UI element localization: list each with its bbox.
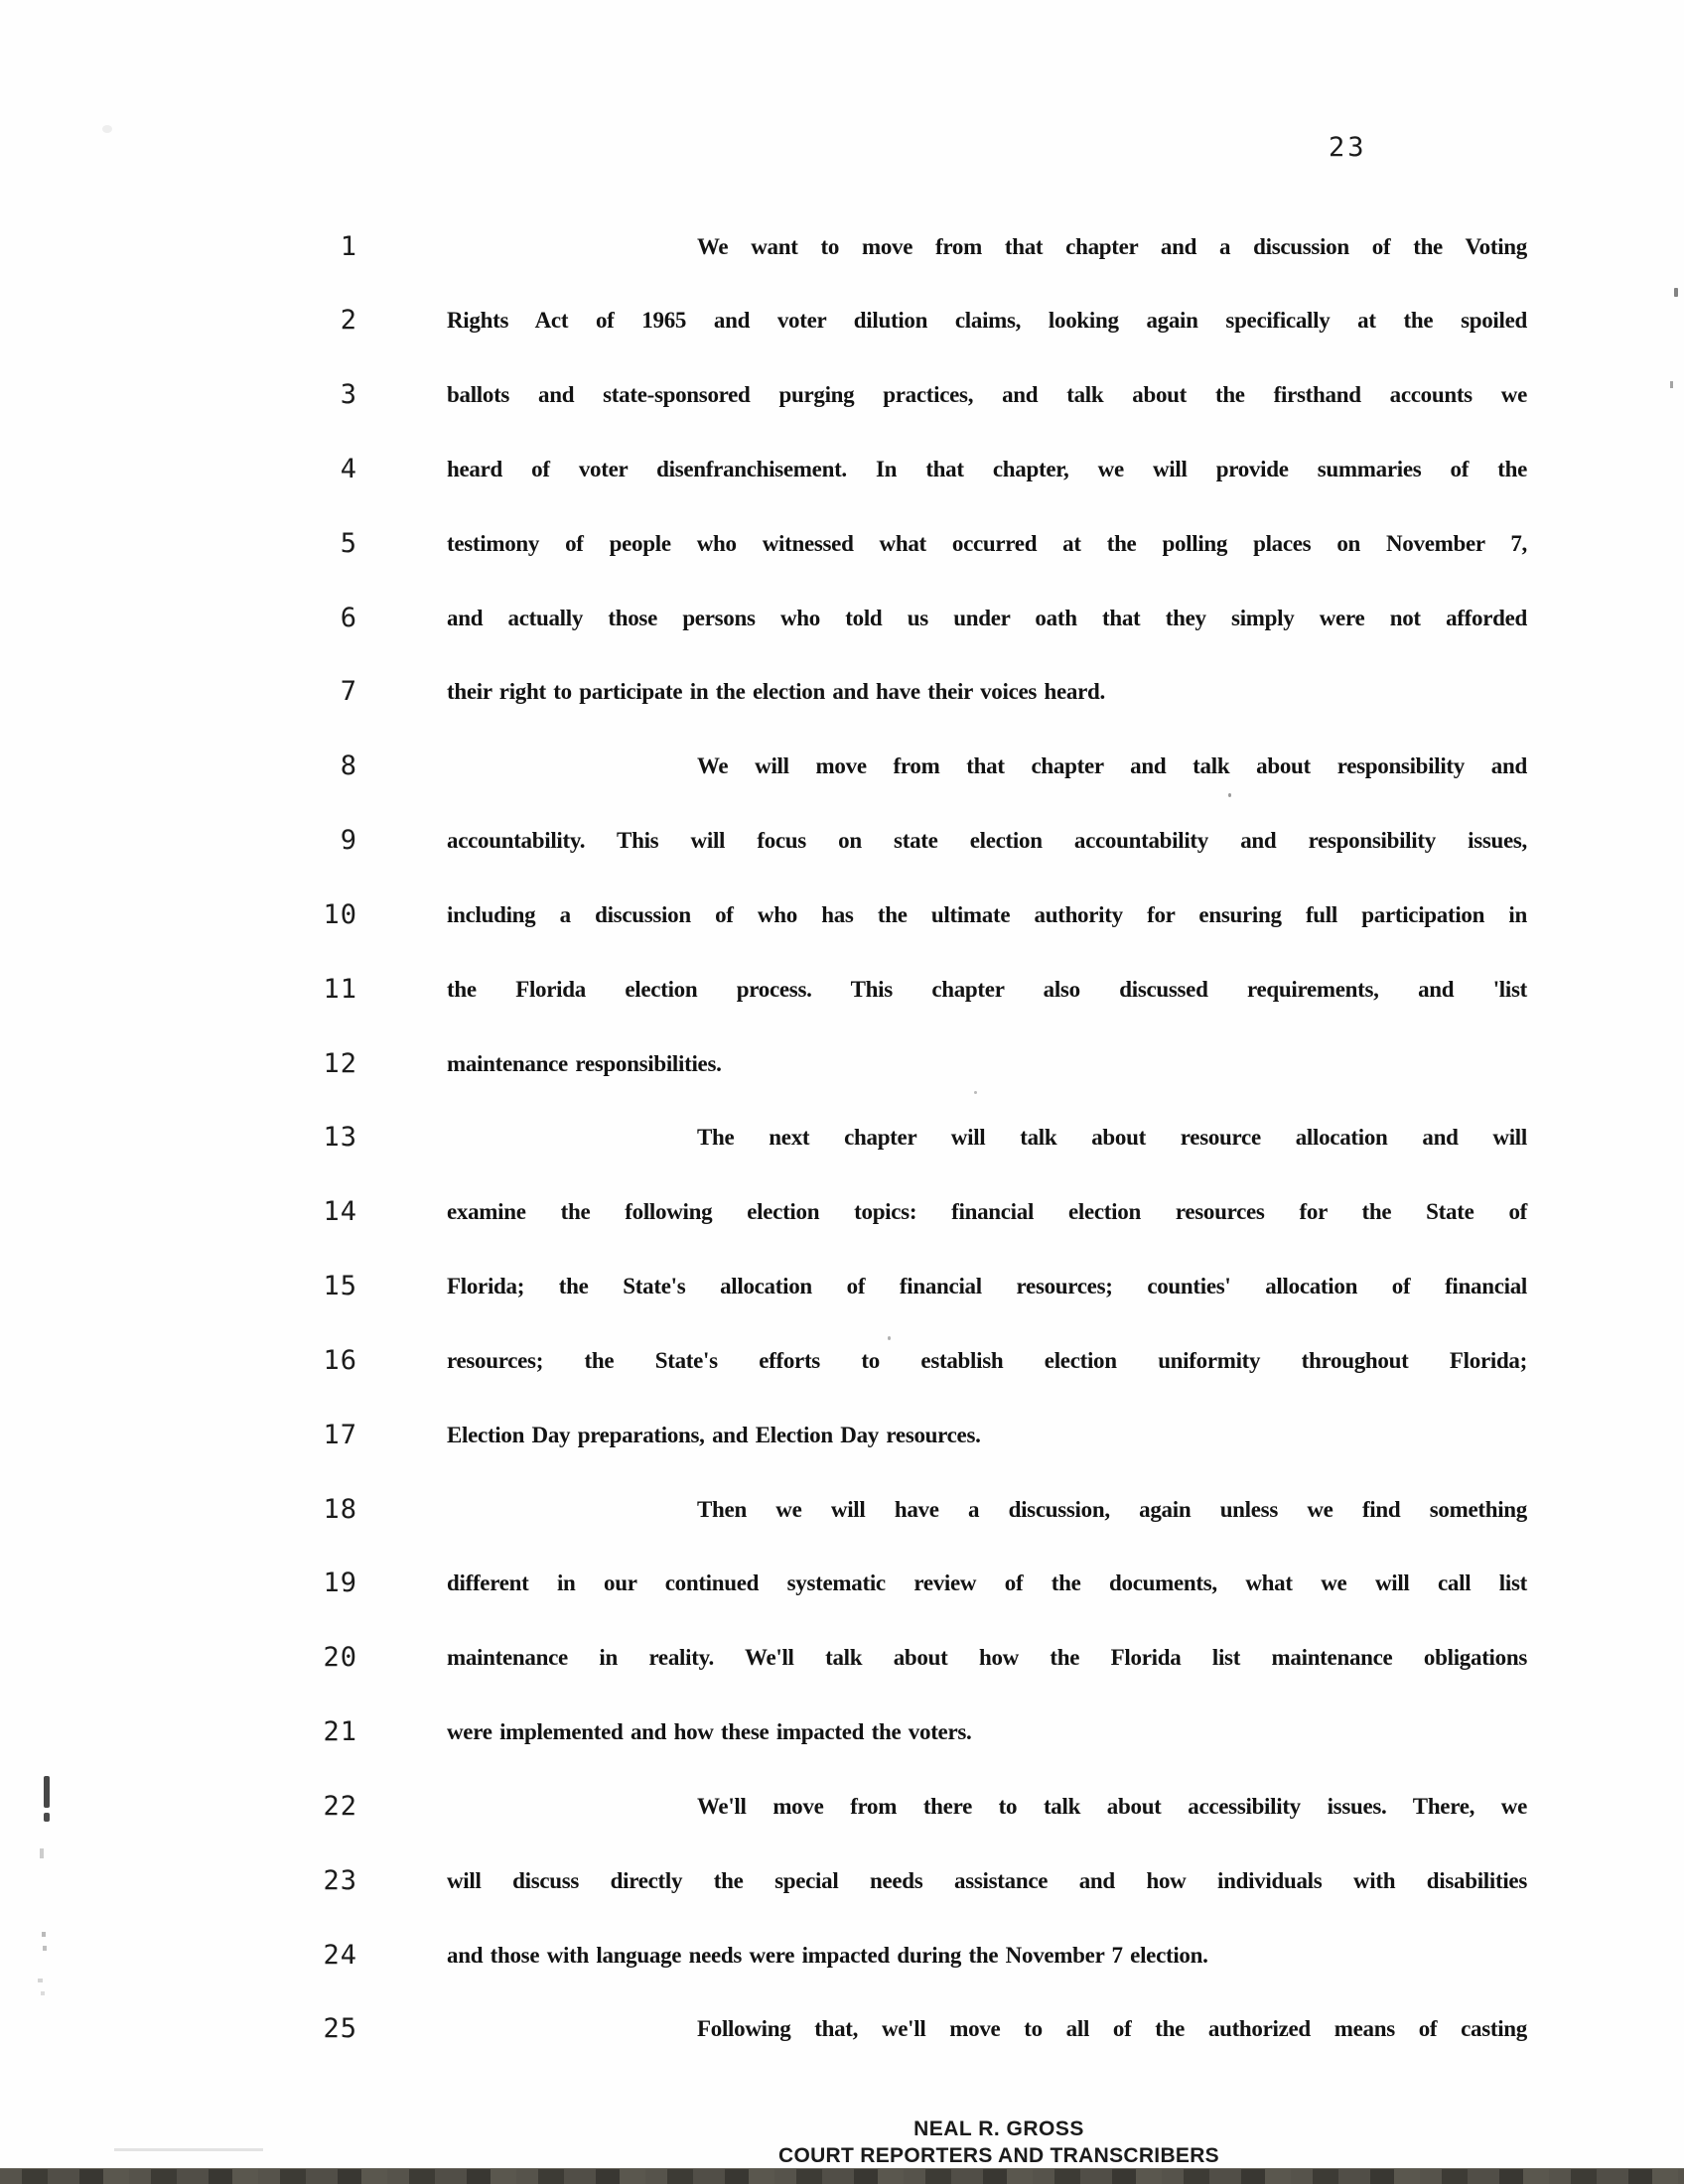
scan-artifact — [38, 1979, 43, 1982]
transcript-line — [0, 1843, 1684, 1918]
scan-artifact — [114, 2148, 263, 2151]
line-text: will discuss directly the special needs assistance and how individuals with disabilities — [447, 1868, 1527, 1893]
line-number: 18 — [323, 1494, 357, 1525]
line-text: resources; the State's efforts to establish election uniformity throughout Florida; — [447, 1348, 1527, 1373]
line-text: We'll move from there to talk about accessibility issues. There, we — [697, 1794, 1527, 1819]
scan-artifact — [44, 1776, 50, 1808]
scan-artifact — [1674, 288, 1678, 297]
transcript-line — [0, 1918, 1684, 1992]
line-number: 24 — [323, 1940, 357, 1971]
scan-artifact — [102, 125, 112, 133]
transcript-line — [0, 729, 1684, 803]
line-text: different in our continued systematic review of the documents, what we will call list — [447, 1570, 1527, 1595]
line-number: 6 — [340, 603, 357, 633]
scan-artifact — [974, 1091, 977, 1094]
line-text: maintenance responsibilities. — [447, 1051, 722, 1076]
scan-artifact — [1228, 793, 1231, 797]
transcript-line — [0, 803, 1684, 878]
line-text: maintenance in reality. We'll talk about how the Florida list maintenance obligations — [447, 1645, 1527, 1670]
line-text: Election Day preparations, and Election Day resources. — [447, 1423, 981, 1447]
transcript-line — [0, 1026, 1684, 1101]
line-number: 3 — [340, 379, 357, 410]
line-number: 20 — [323, 1642, 357, 1673]
line-text: testimony of people who witnessed what occurred at the polling places on November 7, — [447, 531, 1527, 556]
line-text: heard of voter disenfranchisement. In that chapter, we will provide summaries of the — [447, 457, 1527, 481]
line-number: 8 — [340, 751, 357, 781]
transcript-line — [0, 1472, 1684, 1547]
line-number: 9 — [340, 825, 357, 856]
transcript-line — [0, 1991, 1684, 2066]
transcript-line — [0, 1398, 1684, 1472]
line-text: accountability. This will focus on state election accountability and responsibility issues, — [447, 828, 1527, 853]
line-number: 22 — [323, 1791, 357, 1822]
line-number: 17 — [323, 1420, 357, 1450]
footer-company: NEAL R. GROSS — [913, 2117, 1084, 2140]
line-text: Rights Act of 1965 and voter dilution claims, looking again specifically at the spoiled — [447, 308, 1527, 333]
line-text: Following that, we'll move to all of the authorized means of casting — [697, 2016, 1527, 2041]
line-number: 13 — [323, 1122, 357, 1153]
scan-artifact — [42, 1932, 46, 1937]
line-text: Then we will have a discussion, again unless we find something — [697, 1497, 1527, 1522]
transcript-line — [0, 1620, 1684, 1695]
scan-artifact — [40, 1848, 44, 1858]
transcript-line — [0, 1695, 1684, 1769]
line-number: 10 — [323, 899, 357, 930]
transcript-line — [0, 506, 1684, 581]
line-number: 2 — [340, 305, 357, 336]
transcript-line — [0, 654, 1684, 729]
transcript-line — [0, 1769, 1684, 1843]
line-text: and those with language needs were impacted during the November 7 election. — [447, 1943, 1208, 1968]
page-number: 23 — [1329, 132, 1367, 163]
line-number: 4 — [340, 454, 357, 484]
transcript-line — [0, 1249, 1684, 1323]
transcript-line — [0, 1546, 1684, 1620]
line-text: examine the following election topics: financial election resources for the State of — [447, 1199, 1527, 1224]
line-number: 5 — [340, 528, 357, 559]
line-number: 7 — [340, 676, 357, 707]
scan-artifact — [44, 1813, 50, 1822]
line-text: We will move from that chapter and talk about responsibility and — [697, 753, 1527, 778]
line-text: The next chapter will talk about resource allocation and will — [697, 1125, 1527, 1150]
line-text: and actually those persons who told us under oath that they simply were not afforded — [447, 606, 1527, 630]
line-text: including a discussion of who has the ultimate authority for ensuring full participation in — [447, 902, 1527, 927]
transcript-line — [0, 283, 1684, 357]
line-text: ballots and state-sponsored purging practices, and talk about the firsthand accounts we — [447, 382, 1527, 407]
transcript-line — [0, 432, 1684, 506]
line-number: 15 — [323, 1271, 357, 1301]
transcript-line — [0, 952, 1684, 1026]
scan-artifact — [1670, 381, 1673, 388]
line-text: We want to move from that chapter and a discussion of the Voting — [697, 234, 1527, 259]
line-text: Florida; the State's allocation of financial resources; counties' allocation of financial — [447, 1274, 1527, 1298]
transcript-line — [0, 1100, 1684, 1174]
line-text: the Florida election process. This chapter also discussed requirements, and 'list — [447, 977, 1527, 1002]
line-number: 23 — [323, 1865, 357, 1896]
line-number: 12 — [323, 1048, 357, 1079]
scan-bottom-edge-bar — [0, 2168, 1684, 2184]
line-number: 11 — [323, 974, 357, 1005]
scan-artifact — [43, 1946, 47, 1951]
scan-artifact — [41, 1991, 45, 1995]
transcript-line — [0, 878, 1684, 952]
transcript-line — [0, 1174, 1684, 1249]
line-number: 1 — [340, 231, 357, 262]
line-number: 16 — [323, 1345, 357, 1376]
line-number: 19 — [323, 1568, 357, 1598]
transcript-line — [0, 209, 1684, 284]
line-number: 25 — [323, 2013, 357, 2044]
line-text: their right to participate in the election and have their voices heard. — [447, 679, 1105, 704]
scan-artifact — [888, 1336, 891, 1340]
footer-subtitle: COURT REPORTERS AND TRANSCRIBERS — [777, 2144, 1219, 2167]
line-number: 21 — [323, 1716, 357, 1747]
transcript-line — [0, 357, 1684, 432]
transcript-line — [0, 581, 1684, 655]
line-text: were implemented and how these impacted the voters. — [447, 1719, 972, 1744]
transcript-line — [0, 1323, 1684, 1398]
line-number: 14 — [323, 1196, 357, 1227]
